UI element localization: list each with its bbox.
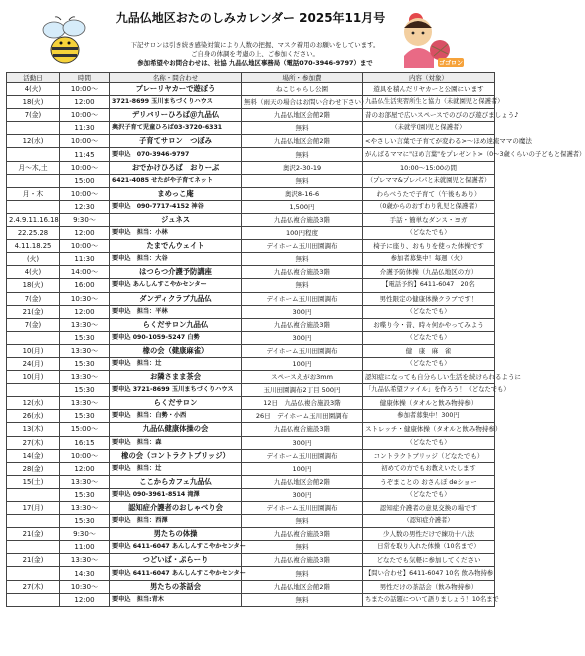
date-cell: 24(月) bbox=[7, 357, 60, 370]
content-cell: <やさしい言葉で子育てが変わる>～ほめ達流ママの魔法 bbox=[363, 135, 495, 148]
place-cell: デイホーム玉川田園調布 bbox=[242, 292, 363, 305]
event-name-cell: 橡の会（コントラクトブリッジ） bbox=[110, 449, 242, 462]
date-cell: 17(月) bbox=[7, 502, 60, 515]
table-row bbox=[7, 253, 495, 266]
table-row bbox=[7, 397, 495, 410]
event-name-cell: らくだサロン九品仏 bbox=[110, 318, 242, 331]
date-cell: 14(金) bbox=[7, 449, 60, 462]
contact-cell: 6421-4085 せたがや子育てネット bbox=[110, 174, 242, 187]
column-header-date: 活動日 bbox=[7, 73, 60, 83]
table-row bbox=[7, 109, 495, 122]
table-row bbox=[7, 541, 495, 554]
time-cell: 10:00～ bbox=[60, 83, 110, 96]
table-row bbox=[7, 410, 495, 423]
event-name-cell: つどいば・ぷらーり bbox=[110, 554, 242, 567]
event-name-cell: 橡の会（健康麻雀） bbox=[110, 344, 242, 357]
event-name-cell: お隣さまま茶会 bbox=[110, 371, 242, 384]
place-cell: 26日 デイホーム玉川田園調布 bbox=[242, 410, 363, 423]
place-cell: 無料 bbox=[242, 593, 363, 606]
date-cell: 7(金) bbox=[7, 318, 60, 331]
table-row bbox=[7, 593, 495, 606]
event-name-cell: 九品仏健康体操の会 bbox=[110, 423, 242, 436]
column-header-name: 名称・問合わせ bbox=[110, 73, 242, 83]
date-cell: 10(月) bbox=[7, 371, 60, 384]
table-row bbox=[7, 305, 495, 318]
contact-cell: 奥沢子育て児童ひろば03-3720-6331 bbox=[110, 122, 242, 135]
contact-cell: 要申込 6411-6047 あんしんすこやかセンター bbox=[110, 567, 242, 580]
content-cell: ストレッチ・健康体操（タオルと飲み物持参） bbox=[363, 423, 495, 436]
event-name-cell: ダンディクラブ九品仏 bbox=[110, 292, 242, 305]
date-cell: 15(土) bbox=[7, 475, 60, 488]
time-cell: 15:00～ bbox=[60, 423, 110, 436]
time-cell: 11:45 bbox=[60, 148, 110, 161]
time-cell: 12:00 bbox=[60, 305, 110, 318]
time-cell: 10:00～ bbox=[60, 240, 110, 253]
content-cell: 遊具を積んだリヤカーと公園にいます bbox=[363, 83, 495, 96]
time-cell: 10:00～ bbox=[60, 187, 110, 200]
event-name-cell: 認知症介護者のおしゃべり会 bbox=[110, 502, 242, 515]
time-cell: 15:30 bbox=[60, 410, 110, 423]
table-row bbox=[7, 449, 495, 462]
time-cell: 16:15 bbox=[60, 436, 110, 449]
date-cell: 22.25.28 bbox=[7, 227, 60, 240]
date-cell: 21(金) bbox=[7, 305, 60, 318]
time-cell: 12:00 bbox=[60, 227, 110, 240]
table-row bbox=[7, 318, 495, 331]
table-row bbox=[7, 83, 495, 96]
contact-cell: 要申込 担当：辻 bbox=[110, 462, 242, 475]
date-cell: 4(火) bbox=[7, 266, 60, 279]
content-cell: わらべうたで子育て（午後もあり） bbox=[363, 187, 495, 200]
place-cell: デイホーム玉川田園調布 bbox=[242, 240, 363, 253]
contact-cell: 3721-8699 玉川まちづくりハウス bbox=[110, 96, 242, 109]
date-cell: 26(水) bbox=[7, 410, 60, 423]
content-cell: コントラクトブリッジ（どなたでも） bbox=[363, 449, 495, 462]
time-cell: 10:30～ bbox=[60, 292, 110, 305]
time-cell: 11:30 bbox=[60, 122, 110, 135]
content-cell: 初めての方でもお教えいたします bbox=[363, 462, 495, 475]
logo-text: ゴゴロン bbox=[438, 60, 464, 67]
table-row bbox=[7, 502, 495, 515]
notice-line: ご自身の体調を考慮の上、ご参加ください。 bbox=[191, 50, 319, 58]
content-cell: どなたでも気軽に参加してください bbox=[363, 554, 495, 567]
date-cell bbox=[7, 174, 60, 187]
place-cell: デイホーム玉川田園調布 bbox=[242, 344, 363, 357]
place-cell: 九品仏複合施設3階 bbox=[242, 266, 363, 279]
place-cell: 九品仏複合施設3階 bbox=[242, 528, 363, 541]
date-cell: 7(金) bbox=[7, 109, 60, 122]
place-cell: 玉川田園調布2丁目 500円 bbox=[242, 384, 363, 397]
bee-icon bbox=[40, 16, 90, 68]
content-cell: 介護予防体操（九品仏地区の方） bbox=[363, 266, 495, 279]
event-name-cell: デリバリーひろば＠九品仏 bbox=[110, 109, 242, 122]
time-cell: 13:30～ bbox=[60, 554, 110, 567]
table-row bbox=[7, 371, 495, 384]
calendar-rows bbox=[7, 83, 585, 607]
time-cell: 11:00 bbox=[60, 541, 110, 554]
contact-cell: 要申込 担当：西澤 bbox=[110, 515, 242, 528]
date-cell bbox=[7, 567, 60, 580]
contact-cell: 要申込 担当：小林 bbox=[110, 227, 242, 240]
time-cell: 14:30 bbox=[60, 567, 110, 580]
content-cell: 男性だけの茶話会（飲み物持参） bbox=[363, 580, 495, 593]
content-cell: （プレママ&プレパパと未就園児と保護者） bbox=[363, 174, 495, 187]
table-row bbox=[7, 436, 495, 449]
content-cell: （未就学(園)児と保護者） bbox=[363, 122, 495, 135]
time-cell: 9:30～ bbox=[60, 213, 110, 226]
contact-cell: 要申込 090-1059-5247 白勢 bbox=[110, 331, 242, 344]
place-cell: 九品仏複合施設3階 bbox=[242, 213, 363, 226]
table-row bbox=[7, 174, 495, 187]
date-cell bbox=[7, 593, 60, 606]
contact-line: 参加希望やお問合わせは、社協 九品仏地区事務局（電話070-3946-9797）まで bbox=[137, 59, 373, 67]
content-cell: お喋り今・昔、時々何かやってみよう bbox=[363, 318, 495, 331]
contact-cell: 要申込 070-3946-9797 bbox=[110, 148, 242, 161]
date-cell: 4.11.18.25 bbox=[7, 240, 60, 253]
place-cell: 無料 bbox=[242, 279, 363, 292]
content-cell: 参加者募集中！毎週（火） bbox=[363, 253, 495, 266]
date-cell: 21(金) bbox=[7, 528, 60, 541]
time-cell: 15:30 bbox=[60, 357, 110, 370]
content-cell: 【問い合わせ】6411-6047 10名 飲み物持参 bbox=[363, 567, 495, 580]
date-cell: 4(火) bbox=[7, 83, 60, 96]
contact-cell: 要申込 090-3961-8514 滝澤 bbox=[110, 488, 242, 501]
content-cell: 認知症になっても自分らしい生活を続けられるように bbox=[363, 371, 495, 384]
event-name-cell: ジュネス bbox=[110, 213, 242, 226]
place-cell: デイホーム玉川田園調布 bbox=[242, 449, 363, 462]
date-cell: 10(月) bbox=[7, 344, 60, 357]
date-cell: 27(木) bbox=[7, 436, 60, 449]
time-cell: 13:30～ bbox=[60, 502, 110, 515]
content-cell: （どなたでも） bbox=[363, 436, 495, 449]
date-cell: 21(金) bbox=[7, 554, 60, 567]
place-cell: 九品仏地区会館2階 bbox=[242, 109, 363, 122]
place-cell: ねこじゃらし公園 bbox=[242, 83, 363, 96]
content-cell: 「九品仏希望ファイル」を作ろう！（どなたでも） bbox=[363, 384, 495, 397]
table-row bbox=[7, 331, 495, 344]
place-cell: 100円 bbox=[242, 357, 363, 370]
content-cell: 椅子に座り、おもりを使った体操です bbox=[363, 240, 495, 253]
time-cell: 12:00 bbox=[60, 96, 110, 109]
table-row bbox=[7, 475, 495, 488]
date-cell: 13(木) bbox=[7, 423, 60, 436]
place-cell: 奥沢8-16-6 bbox=[242, 187, 363, 200]
date-cell bbox=[7, 331, 60, 344]
table-row bbox=[7, 148, 495, 161]
time-cell: 10:00～ bbox=[60, 109, 110, 122]
table-row bbox=[7, 423, 495, 436]
date-cell bbox=[7, 488, 60, 501]
table-row bbox=[7, 227, 495, 240]
contact-cell: 要申込 担当：白勢・小西 bbox=[110, 410, 242, 423]
time-cell: 10:00～ bbox=[60, 135, 110, 148]
place-cell: 300円 bbox=[242, 488, 363, 501]
place-cell: 九品仏地区会館2階 bbox=[242, 475, 363, 488]
place-cell: 300円 bbox=[242, 331, 363, 344]
contact-cell: 要申込 090-7717-4152 神谷 bbox=[110, 200, 242, 213]
time-cell: 13:30～ bbox=[60, 318, 110, 331]
time-cell: 10:00～ bbox=[60, 161, 110, 174]
event-name-cell: 男たちの茶話会 bbox=[110, 580, 242, 593]
table-row bbox=[7, 135, 495, 148]
content-cell: （どなたでも） bbox=[363, 227, 495, 240]
time-cell: 15:30 bbox=[60, 488, 110, 501]
event-name-cell: たまでんウェイト bbox=[110, 240, 242, 253]
time-cell: 15:00 bbox=[60, 174, 110, 187]
page-header bbox=[0, 0, 501, 76]
contact-cell: 要申込 担当：辻 bbox=[110, 357, 242, 370]
time-cell: 12:30 bbox=[60, 200, 110, 213]
content-cell: 少人数の男性だけで練功十八法 bbox=[363, 528, 495, 541]
place-cell: 300円 bbox=[242, 305, 363, 318]
event-name-cell: まめっこ庵 bbox=[110, 187, 242, 200]
content-cell: 【電話予約】6411-6047 20名 bbox=[363, 279, 495, 292]
place-cell: 100円程度 bbox=[242, 227, 363, 240]
time-cell: 15:30 bbox=[60, 384, 110, 397]
place-cell: 九品仏複合施設3階 bbox=[242, 318, 363, 331]
date-cell bbox=[7, 148, 60, 161]
date-cell: 18(火) bbox=[7, 279, 60, 292]
content-cell: （どなたでも） bbox=[363, 305, 495, 318]
time-cell: 15:30 bbox=[60, 331, 110, 344]
content-cell: （0歳からのおすわり乳児と保護者） bbox=[363, 200, 495, 213]
date-cell bbox=[7, 122, 60, 135]
table-row bbox=[7, 580, 495, 593]
place-cell: 無料 bbox=[242, 515, 363, 528]
date-cell bbox=[7, 384, 60, 397]
event-calendar-table bbox=[6, 72, 585, 607]
date-cell bbox=[7, 541, 60, 554]
table-row bbox=[7, 200, 495, 213]
content-cell: （どなたでも） bbox=[363, 331, 495, 344]
place-cell: デイホーム玉川田園調布 bbox=[242, 502, 363, 515]
table-row bbox=[7, 266, 495, 279]
place-cell: 無料 bbox=[242, 567, 363, 580]
time-cell: 14:00～ bbox=[60, 266, 110, 279]
content-cell: ちまたの話題について語りましょう！10名まで bbox=[363, 593, 495, 606]
column-header-place: 場所・参加費 bbox=[242, 73, 363, 83]
table-row bbox=[7, 122, 495, 135]
time-cell: 12:00 bbox=[60, 593, 110, 606]
table-row bbox=[7, 344, 495, 357]
table-row bbox=[7, 488, 495, 501]
place-cell: 無料 bbox=[242, 174, 363, 187]
event-name-cell: 男たちの体操 bbox=[110, 528, 242, 541]
event-name-cell: プレーリヤカーで遊ぼう bbox=[110, 83, 242, 96]
time-cell: 12:00 bbox=[60, 462, 110, 475]
time-cell: 13:30～ bbox=[60, 344, 110, 357]
notice-line: 下記サロンは引き続き感染対策により人数の把握、マスク着用のお願いをしています。 bbox=[130, 41, 380, 49]
table-row bbox=[7, 96, 495, 109]
content-cell: 昔のお部屋で広いスペースでのびのび遊びましょう♪ bbox=[363, 109, 495, 122]
content-cell: 九品仏生活実習所生と協力（未就園児と保護者） bbox=[363, 96, 495, 109]
contact-cell: 要申込 3721-8699 玉川まちづくりハウス bbox=[110, 384, 242, 397]
place-cell: 無料（雨天の場合はお問い合わせ下さい） bbox=[242, 96, 363, 109]
table-row bbox=[7, 384, 495, 397]
time-cell: 15:30 bbox=[60, 515, 110, 528]
content-cell: 男性限定の健康体操クラブです！ bbox=[363, 292, 495, 305]
content-cell: 手話・簡単なダンス・ヨガ bbox=[363, 213, 495, 226]
contact-cell: 要申込 担当：平林 bbox=[110, 305, 242, 318]
content-cell: がんばるママに"ほめ言葉"をプレゼント>（0～3歳くらいの子どもと保護者） bbox=[363, 148, 495, 161]
table-row bbox=[7, 554, 495, 567]
content-cell: 10:00～15:00の間 bbox=[363, 161, 495, 174]
place-cell: 1,500円 bbox=[242, 200, 363, 213]
place-cell: スペースえがお3mm bbox=[242, 371, 363, 384]
event-name-cell: はつらつ介護予防講座 bbox=[110, 266, 242, 279]
time-cell: 10:00～ bbox=[60, 449, 110, 462]
content-cell: 認知症介護者の意見交換の場です bbox=[363, 502, 495, 515]
content-cell: 日常を取り入れた体操（10名まで） bbox=[363, 541, 495, 554]
date-cell: 月・木 bbox=[7, 187, 60, 200]
contact-cell: 要申込 あんしんすこやかセンター bbox=[110, 279, 242, 292]
table-row bbox=[7, 292, 495, 305]
date-cell: (火) bbox=[7, 253, 60, 266]
contact-cell: 要申込 担当：森 bbox=[110, 436, 242, 449]
content-cell: （どなたでも） bbox=[363, 488, 495, 501]
place-cell: 九品仏地区会館2階 bbox=[242, 580, 363, 593]
content-cell: 参加者募集中！300円 bbox=[363, 410, 495, 423]
date-cell: 12(水) bbox=[7, 135, 60, 148]
place-cell: 無料 bbox=[242, 253, 363, 266]
table-row bbox=[7, 161, 495, 174]
table-row bbox=[7, 528, 495, 541]
time-cell: 13:30～ bbox=[60, 371, 110, 384]
contact-cell: 要申込 担当：大谷 bbox=[110, 253, 242, 266]
place-cell: 九品仏複合施設3階 bbox=[242, 554, 363, 567]
table-row bbox=[7, 515, 495, 528]
page-title: 九品仏地区おたのしみカレンダー 2025年11月号 bbox=[115, 11, 386, 25]
place-cell: 無料 bbox=[242, 122, 363, 135]
date-cell: 28(金) bbox=[7, 462, 60, 475]
event-name-cell: らくだサロン bbox=[110, 397, 242, 410]
column-header-content: 内容（対象） bbox=[363, 73, 495, 83]
content-cell: 健康体操（タオルと飲み物持参） bbox=[363, 397, 495, 410]
place-cell: 無料 bbox=[242, 541, 363, 554]
date-cell bbox=[7, 200, 60, 213]
table-row bbox=[7, 462, 495, 475]
event-name-cell: ここからカフェ九品仏 bbox=[110, 475, 242, 488]
table-row bbox=[7, 357, 495, 370]
content-cell: 健 康 麻 雀 bbox=[363, 344, 495, 357]
content-cell: （認知症介護者） bbox=[363, 515, 495, 528]
time-cell: 11:30 bbox=[60, 253, 110, 266]
date-cell: 18(火) bbox=[7, 96, 60, 109]
content-cell: （どなたでも） bbox=[363, 357, 495, 370]
date-cell: 12(水) bbox=[7, 397, 60, 410]
place-cell: 九品仏地区会館2階 bbox=[242, 135, 363, 148]
place-cell: 12日 九品仏複合施設3階 bbox=[242, 397, 363, 410]
event-name-cell: 子育てサロン つぼみ bbox=[110, 135, 242, 148]
place-cell: 無料 bbox=[242, 148, 363, 161]
table-row bbox=[7, 279, 495, 292]
date-cell: 2.4.9.11.16.18 bbox=[7, 213, 60, 226]
date-cell bbox=[7, 515, 60, 528]
place-cell: 100円 bbox=[242, 462, 363, 475]
time-cell: 13:30～ bbox=[60, 397, 110, 410]
event-name-cell: おでかけひろば おりーぶ bbox=[110, 161, 242, 174]
table-row bbox=[7, 213, 495, 226]
date-cell: 7(金) bbox=[7, 292, 60, 305]
date-cell: 月～木,土 bbox=[7, 161, 60, 174]
content-cell: うぞまことの おさんぽ deショー bbox=[363, 475, 495, 488]
time-cell: 16:00 bbox=[60, 279, 110, 292]
contact-cell: 要申込 担当:青木 bbox=[110, 593, 242, 606]
time-cell: 10:30～ bbox=[60, 580, 110, 593]
contact-cell: 要申込 6411-6047 あんしんすこやかセンター bbox=[110, 541, 242, 554]
time-cell: 13:30～ bbox=[60, 475, 110, 488]
table-row bbox=[7, 240, 495, 253]
place-cell: 九品仏複合施設3階 bbox=[242, 423, 363, 436]
place-cell: 300円 bbox=[242, 436, 363, 449]
table-row bbox=[7, 187, 495, 200]
place-cell: 奥沢2-30-19 bbox=[242, 161, 363, 174]
time-cell: 9:30～ bbox=[60, 528, 110, 541]
table-row bbox=[7, 567, 495, 580]
date-cell: 27(木) bbox=[7, 580, 60, 593]
column-header-time: 時間 bbox=[60, 73, 110, 83]
